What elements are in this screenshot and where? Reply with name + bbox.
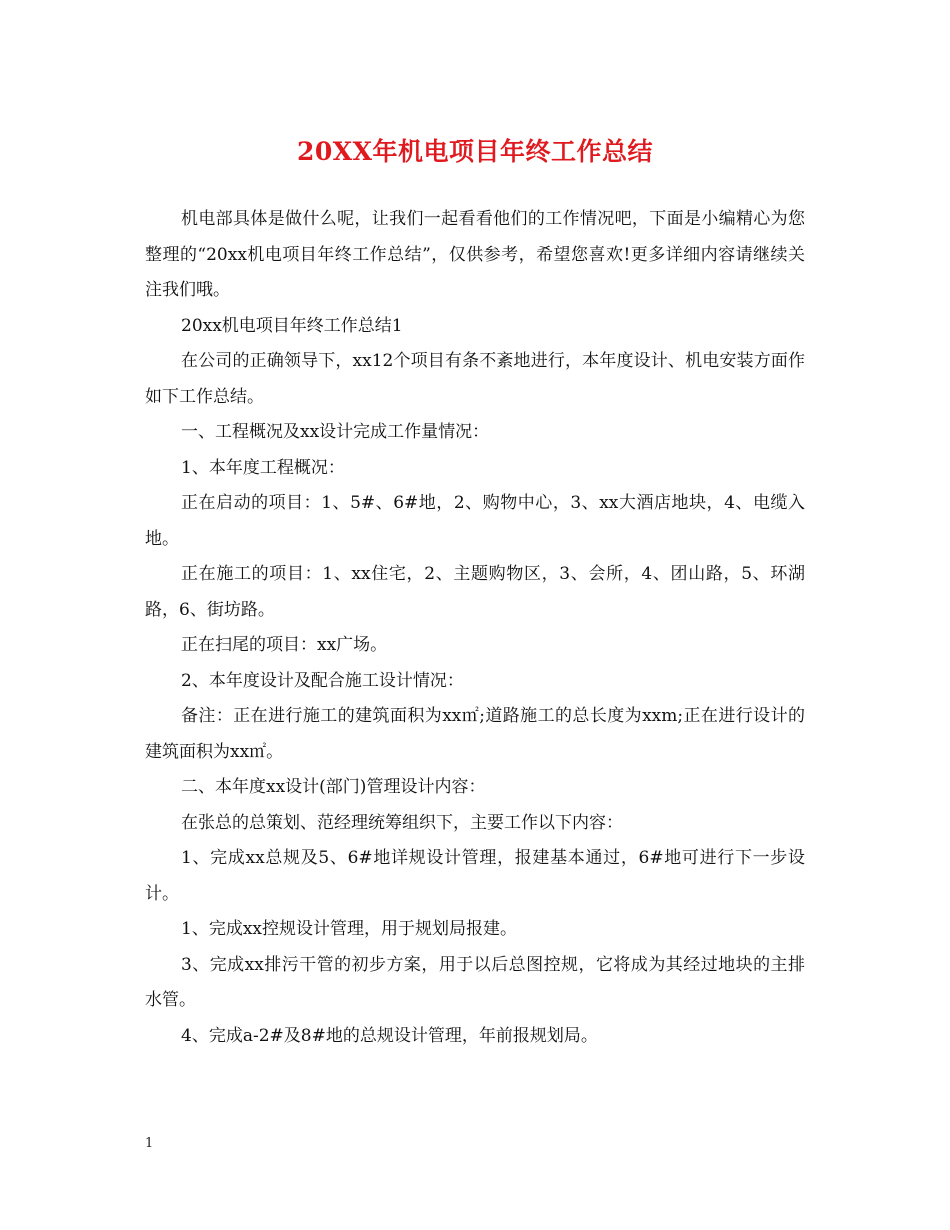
paragraph-starting-projects: 正在启动的项目：1、5#、6#地，2、购物中心，3、xx大酒店地块，4、电缆入地。 (145, 493, 805, 549)
paragraph-subheading-1: 1、本年度工程概况： (181, 457, 345, 478)
paragraph-section-title: 20xx机电项目年终工作总结1 (181, 315, 403, 336)
document-title: 20XX年机电项目年终工作总结 (296, 137, 654, 166)
paragraph-work-intro: 在张总的总策划、范经理统筹组织下，主要工作以下内容： (181, 812, 623, 833)
paragraph-item-4: 4、完成a-2#及8#地的总规设计管理，年前报规划局。 (181, 1025, 598, 1046)
paragraph-heading-1: 一、工程概况及xx设计完成工作量情况： (181, 422, 490, 442)
paragraph-note: 备注：正在进行施工的建筑面积为xx㎡;道路施工的总长度为xxm;正在进行设计的建筑面积为xx㎡。 (145, 706, 805, 762)
paragraph-item-3: 3、完成xx排污干管的初步方案，用于以后总图控规，它将成为其经过地块的主排水管。 (145, 954, 805, 1010)
paragraph-construction-projects: 正在施工的项目：1、xx住宅，2、主题购物区，3、会所，4、团山路，5、环湖路，6、街坊路。 (145, 564, 805, 620)
page-number: 1 (145, 1136, 154, 1151)
paragraph-item-2: 1、完成xx控规设计管理，用于规划局报建。 (181, 919, 517, 939)
paragraph-heading-2: 二、本年度xx设计(部门)管理设计内容： (181, 777, 486, 797)
paragraph-subheading-2: 2、本年度设计及配合施工设计情况： (181, 670, 464, 691)
paragraph-intro: 机电部具体是做什么呢，让我们一起看看他们的工作情况吧，下面是小编精心为您整理的“20xx机电项目年终工作总结”，仅供参考，希望您喜欢!更多详细内容请继续关注我们哦。 (145, 209, 805, 300)
paragraph-overview: 在公司的正确领导下，xx12个项目有条不紊地进行，本年度设计、机电安装方面作如下工作总结。 (145, 351, 805, 407)
paragraph-finishing-projects: 正在扫尾的项目：xx广场。 (181, 635, 388, 655)
paragraph-item-1: 1、完成xx总规及5、6#地详规设计管理，报建基本通过，6#地可进行下一步设计。 (145, 848, 805, 904)
document-body (145, 202, 805, 1054)
